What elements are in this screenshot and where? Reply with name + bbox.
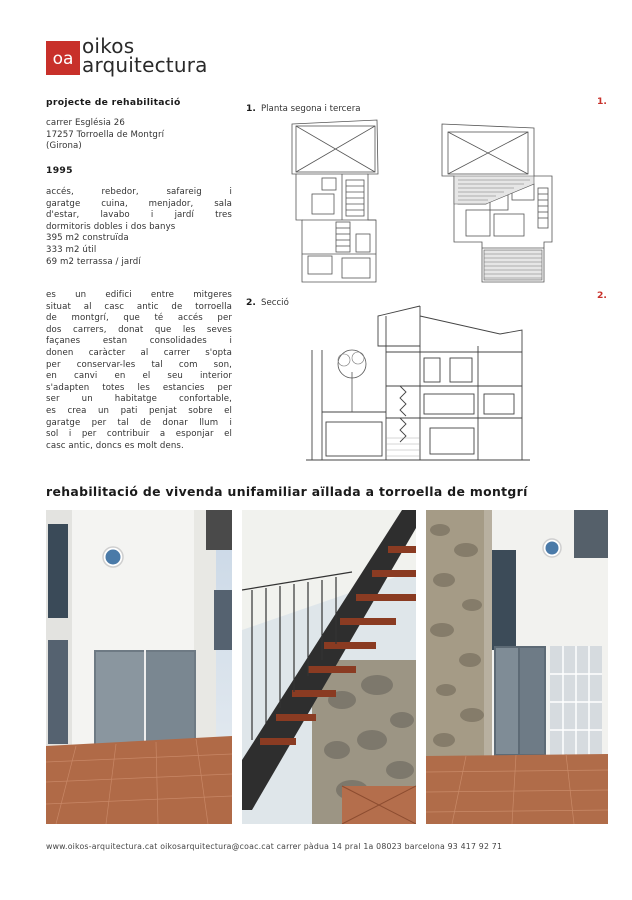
plan-second-floor — [292, 120, 378, 282]
project-program — [46, 187, 232, 268]
address-line: carrer Església 26 — [46, 118, 125, 128]
description-line: façanes estan consolidades i — [46, 336, 232, 347]
drawing-1-caption — [246, 96, 361, 115]
logo-subtitle: arquitectura — [82, 53, 208, 77]
description-line: s'adapten totes les estancies per — [46, 382, 232, 393]
logo-mark: oa — [46, 41, 80, 75]
project-heading: projecte de rehabilitació — [46, 97, 181, 108]
drawing-title: Planta segona i tercera — [260, 104, 361, 114]
description-line: ser un habitatge confortable, — [46, 394, 232, 405]
description-line: dos carrers, donat que les seves — [46, 324, 232, 335]
drawing-2-marker: 2. — [597, 290, 607, 301]
program-line: dormitoris dobles i dos banys — [46, 221, 176, 232]
drawing-number: 1. — [246, 103, 256, 114]
description-line: de montgrí, que té accés per — [46, 313, 232, 324]
footer-contact: www.oikos-arquitectura.cat oikosarquitectura@coac.cat carrer pàdua 14 pral 1a 08023 barcelona 93 417 92 71 — [46, 842, 503, 851]
description-line: donen caràcter al carrer s'opta — [46, 347, 232, 358]
tree-icon — [338, 350, 366, 412]
address-line: (Girona) — [46, 141, 82, 152]
project-year: 1995 — [46, 165, 73, 176]
photo-courtyard — [426, 510, 608, 824]
program-line: accés, rebedor, safareig i — [46, 187, 232, 197]
logo-name: oikos — [82, 34, 135, 58]
drawing-number: 2. — [246, 297, 256, 308]
area-line: 333 m2 útil — [46, 244, 97, 255]
section-drawing — [300, 302, 536, 466]
drawing-title: Secció — [260, 298, 289, 308]
description-line: situat al casc antic de torroella — [46, 301, 232, 312]
description-line: per conservar-les tal com son, — [46, 359, 232, 370]
description-line: garatge per tal de donar llum i — [46, 417, 232, 428]
floor-plans-drawing — [282, 114, 572, 290]
area-line: 69 m2 terrassa / jardí — [46, 256, 141, 267]
photo-staircase — [242, 510, 416, 824]
description-line: en canvi en el seu interior — [46, 371, 232, 382]
program-line: garatge cuina, menjador, sala — [46, 198, 232, 209]
description-line: es crea un pati penjat sobre el — [46, 405, 232, 416]
drawing-2-caption — [246, 290, 289, 309]
description-line: es un edifici entre mitgeres — [46, 290, 232, 300]
description-line: casc antic, doncs es molt dens. — [46, 440, 184, 451]
page-title: rehabilitació de vivenda unifamiliar aïllada a torroella de montgrí — [46, 484, 528, 499]
photo-facade — [46, 510, 232, 824]
program-line: d'estar, lavabo i jardí tres — [46, 210, 232, 221]
address-line: 17257 Torroella de Montgrí — [46, 129, 165, 140]
project-address — [46, 118, 232, 153]
project-description — [46, 290, 232, 452]
drawing-1-marker: 1. — [597, 96, 607, 107]
area-line: 395 m2 construïda — [46, 233, 129, 244]
description-line: sol i per contribuir a esponjar el — [46, 429, 232, 440]
